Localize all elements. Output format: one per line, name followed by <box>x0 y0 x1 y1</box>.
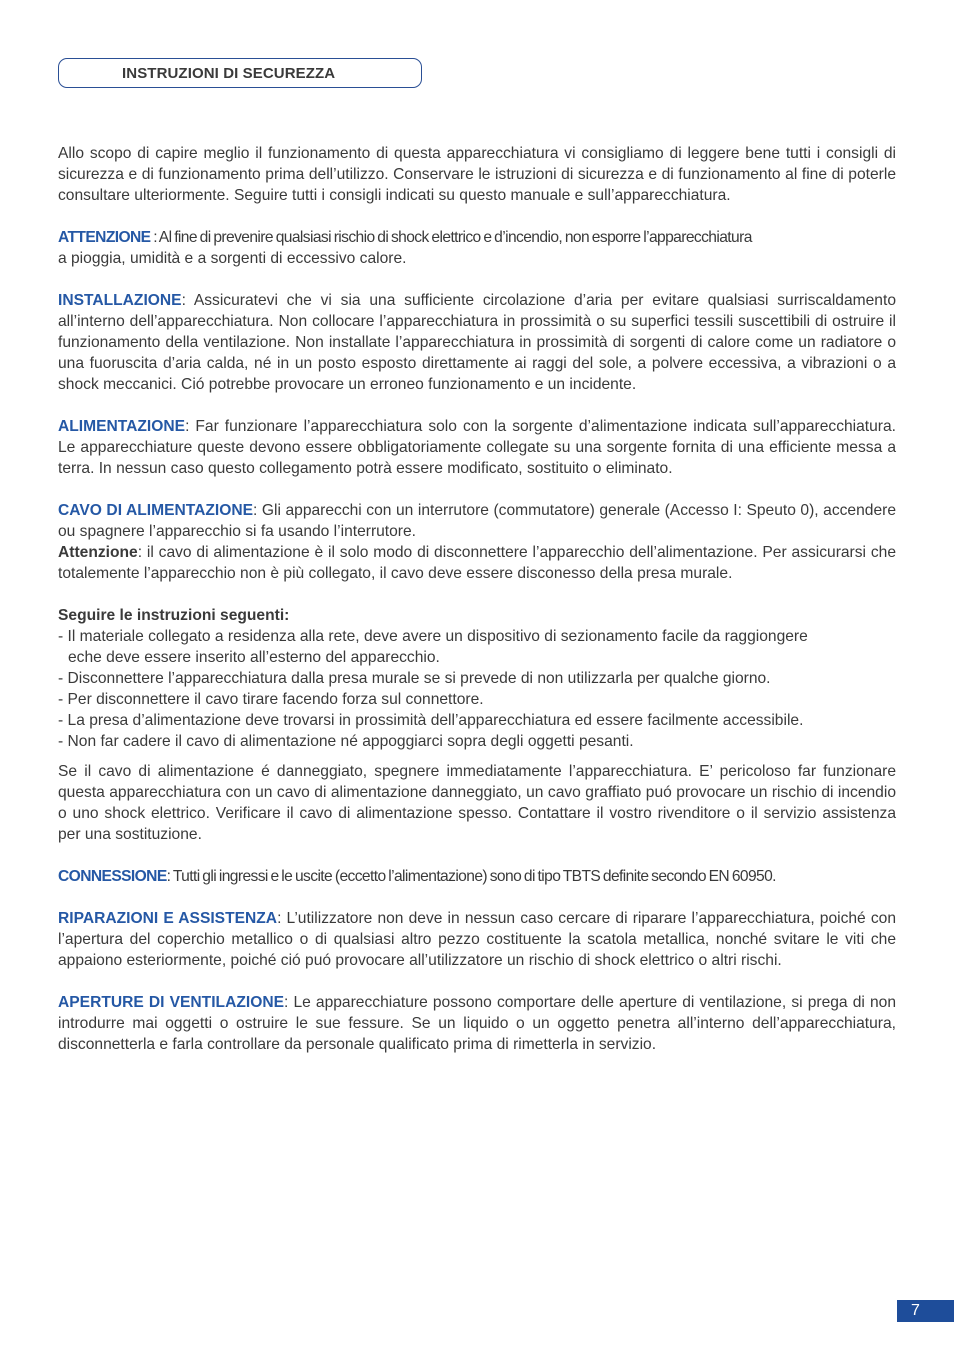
list-item: eche deve essere inserito all’esterno del apparecchio. <box>68 649 440 666</box>
cavo-attenzione-label: Attenzione <box>58 544 138 561</box>
list-item: - Non far cadere il cavo di alimentazione né appoggiarci sopra degli oggetti pesanti. <box>58 733 634 750</box>
riparazioni-label: RIPARAZIONI E ASSISTENZA <box>58 910 278 927</box>
intro-paragraph: Allo scopo di capire meglio il funzionamento di questa apparecchiatura vi consigliamo di leggere bene tutti i consigli di sicurezza e di funzionamento prima dell’utilizzo. Conservare le istruzioni di sicurezza e di funzionamento al fine di poterle consultare ulteriormente. Seguire tutti i consigli indicati su questo manuale e sull’apparecchiatura. <box>58 145 896 204</box>
riparazioni-section <box>58 908 896 971</box>
document-body <box>58 143 896 1055</box>
aperture-label: APERTURE DI VENTILAZIONE <box>58 994 284 1011</box>
list-item: - Per disconnettere il cavo tirare facendo forza sul connettore. <box>58 691 484 708</box>
seguire-title: Seguire le instruzioni seguenti: <box>58 607 290 624</box>
cavo-attenzione-text: : il cavo di alimentazione è il solo modo di disconnettere l’apparecchio dell’alimentazione. Per assicurarsi che totalemente l’apparecchio non è più collegato, il cavo deve essere disconesso della presa murale. <box>58 544 896 582</box>
section-title: INSTRUZIONI DI SECUREZZA <box>122 64 336 82</box>
alimentazione-label: ALIMENTAZIONE <box>58 418 186 435</box>
cavo-section <box>58 500 896 542</box>
connessione-section <box>58 866 896 887</box>
cavo-label: CAVO DI ALIMENTAZIONE <box>58 502 254 519</box>
attenzione-label: ATTENZIONE <box>58 229 151 246</box>
seguire-list <box>58 626 896 752</box>
danneggiato-paragraph: Se il cavo di alimentazione é danneggiato, spegnere immediatamente l’apparecchiatura. E’ pericoloso far funzionare questa apparecchiatura con un cavo di alimentazione danneggiato, un cavo graffiato puó provocare un rischio di incendio o uno shock elettrico. Verificare il cavo di alimentazione spesso. Contattare il vostro rivenditore o il servizio assistenza per una sostituzione. <box>58 763 896 843</box>
attenzione-text-1: : Al fine di prevenire qualsiasi rischio di shock elettrico e d’incendio, non esporre l’apparecchiatura <box>150 229 752 246</box>
aperture-text: : Le apparecchiature possono comportare delle aperture di ventilazione, si prega di non introdurre mai oggetti o ostruire le sue fessure. Se un liquido o un oggetto penetra all’interno dell’apparecchiatura, disconnetterla e farla controllare da personale qualificato prima di rimetterla in servizio. <box>58 994 897 1053</box>
list-item: - Disconnettere l’apparecchiatura dalla presa murale se si prevede di non utilizzarla per qualche giorno. <box>58 670 771 687</box>
cavo-text: : Gli apparecchi con un interrutore (commutatore) generale (Accesso I: Speuto 0), accendere ou spagnere l’apparecchio si fa usando l’interrutore. <box>58 502 896 540</box>
alimentazione-section <box>58 416 896 479</box>
connessione-label: CONNESSIONE <box>58 868 167 885</box>
riparazioni-text: : L’utilizzatore non deve in nessun caso cercare di riparare l’apparecchiatura, poiché con l’apertura del coperchio metallico o di qualsiasi altro pezzo costituente la scatola metallica, nonché svitare le viti che appaiono esteriormente, poiché ció puó provocare all’utilizzatore un rischio di shock elettrico o altri rischi. <box>58 910 896 969</box>
installazione-label: INSTALLAZIONE <box>58 292 182 309</box>
list-item: - Il materiale collegato a residenza alla rete, deve avere un dispositivo di sezionamento facile da raggiongere <box>58 628 808 645</box>
attenzione-text-2: a pioggia, umidità e a sorgenti di eccessivo calore. <box>58 250 407 267</box>
cavo-attenzione <box>58 542 896 584</box>
attenzione-line-1 <box>58 227 896 248</box>
alimentazione-text: : Far funzionare l’apparecchiatura solo con la sorgente d’alimentazione indicata sull’apparecchiatura. Le apparecchiature queste devono essere obbligatoriamente collegate su una sorgente fornita di una efficiente messa a terra. In nessun caso questo collegamento potrà essere modificato, sostituito o eliminato. <box>58 418 896 477</box>
attenzione-section <box>58 227 896 269</box>
section-header-box <box>58 58 422 88</box>
list-item: - La presa d’alimentazione deve trovarsi in prossimità dell’apparecchiatura ed essere facilmente accessibile. <box>58 712 804 729</box>
page-number: 7 <box>897 1300 954 1322</box>
aperture-section <box>58 992 896 1055</box>
installazione-section <box>58 290 896 395</box>
installazione-text: : Assicuratevi che vi sia una sufficiente circolazione d’aria per evitare qualsiasi surriscaldamento all’interno dell’apparecchiatura. Non collocare l’apparecchiatura in prossimità o su superfici tessili suscettibili di ostruire il funzionamento della ventilazione. Non installate l’apparecchiatura in prossimità di sorgenti di calore come un radiatore o una fuoruscita d’aria calda, né in un posto esposto direttamente ai raggi del sole, a polvere eccessiva, a vibrazioni o a shock meccanici. Ció potrebbe provocare un erroneo funzionamento e un incidente. <box>58 292 896 393</box>
connessione-text: : Tutti gli ingressi e le uscite (eccetto l’alimentazione) sono di tipo TBTS definite secondo EN 60950. <box>166 868 776 885</box>
